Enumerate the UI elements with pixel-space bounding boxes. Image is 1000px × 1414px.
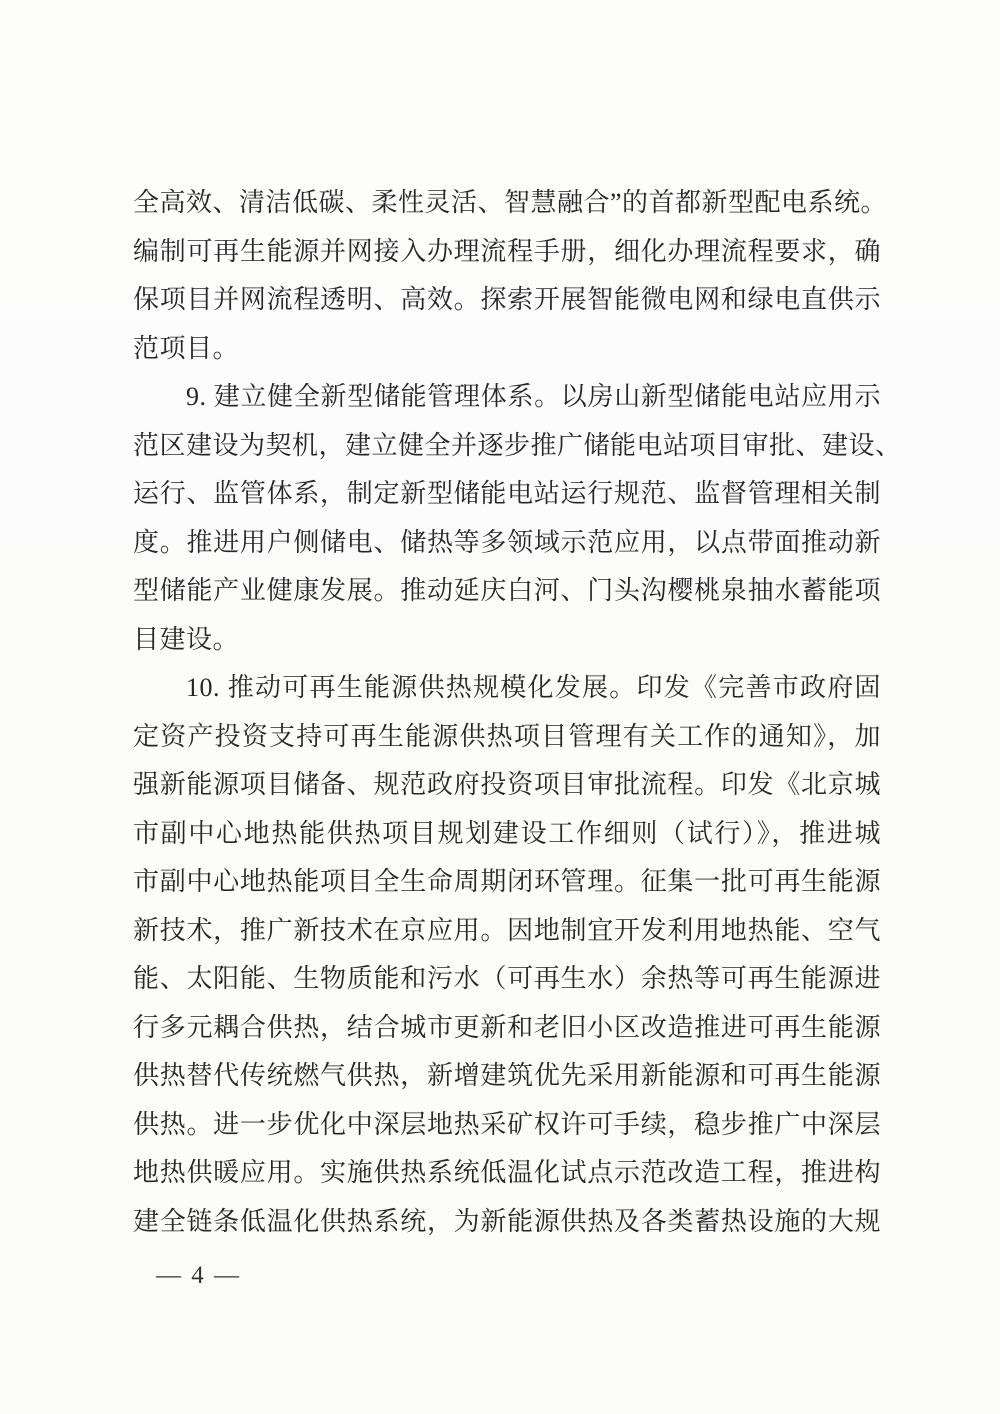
text-line: 度。推进用户侧储电、储热等多领域示范应用，以点带面推动新 <box>133 527 881 557</box>
text-line: 9. 建立健全新型储能管理体系。以房山新型储能电站应用示 <box>186 382 881 411</box>
text-line: 市副中心地热能项目全生命周期闭环管理。征集一批可再生能源 <box>133 867 881 896</box>
page-number: — 4 — <box>156 1262 241 1289</box>
text-line: 市副中心地热能供热项目规划建设工作细则（试行）》，推进城 <box>133 818 881 848</box>
text-line: 建全链条低温化供热系统，为新能源供热及各类蓄热设施的大规 <box>133 1206 881 1236</box>
paragraph-item-9 <box>133 373 902 664</box>
text-line: 保项目并网流程透明、高效。探索开展智能微电网和绿电直供示 <box>133 285 881 314</box>
paragraph-item-10 <box>133 664 881 1246</box>
text-line: 10. 推动可再生能源供热规模化发展。印发《完善市政府固 <box>186 673 881 702</box>
text-line: 地热供暖应用。实施供热系统低温化试点示范改造工程，推进构 <box>133 1158 881 1187</box>
paragraph-continuation <box>133 179 888 373</box>
document-body-text <box>133 179 902 1246</box>
text-line: 编制可再生能源并网接入办理流程手册，细化办理流程要求，确 <box>133 236 881 266</box>
text-line: 型储能产业健康发展。推动延庆白河、门头沟樱桃泉抽水蓄能项 <box>133 576 881 605</box>
text-line: 行多元耦合供热，结合城市更新和老旧小区改造推进可再生能源 <box>133 1012 881 1042</box>
text-line: 目建设。 <box>133 624 240 654</box>
text-line: 范区建设为契机，建立健全并逐步推广储能电站项目审批、建设、 <box>133 430 902 460</box>
text-line: 新技术，推广新技术在京应用。因地制宜开发利用地热能、空气 <box>133 915 881 945</box>
text-line: 全高效、清洁低碳、柔性灵活、智慧融合”的首都新型配电系统。 <box>133 188 888 217</box>
text-line: 定资产投资支持可再生能源供热项目管理有关工作的通知》，加 <box>133 721 881 751</box>
text-line: 运行、监管体系，制定新型储能电站运行规范、监督管理相关制 <box>133 479 881 508</box>
text-line: 供热。进一步优化中深层地热采矿权许可手续，稳步推广中深层 <box>133 1109 881 1139</box>
text-line: 范项目。 <box>133 333 240 363</box>
text-line: 能、太阳能、生物质能和污水（可再生水）余热等可再生能源进 <box>133 964 881 993</box>
text-line: 供热替代传统燃气供热，新增建筑优先采用新能源和可再生能源 <box>133 1061 881 1090</box>
text-line: 强新能源项目储备、规范政府投资项目审批流程。印发《北京城 <box>133 770 881 799</box>
